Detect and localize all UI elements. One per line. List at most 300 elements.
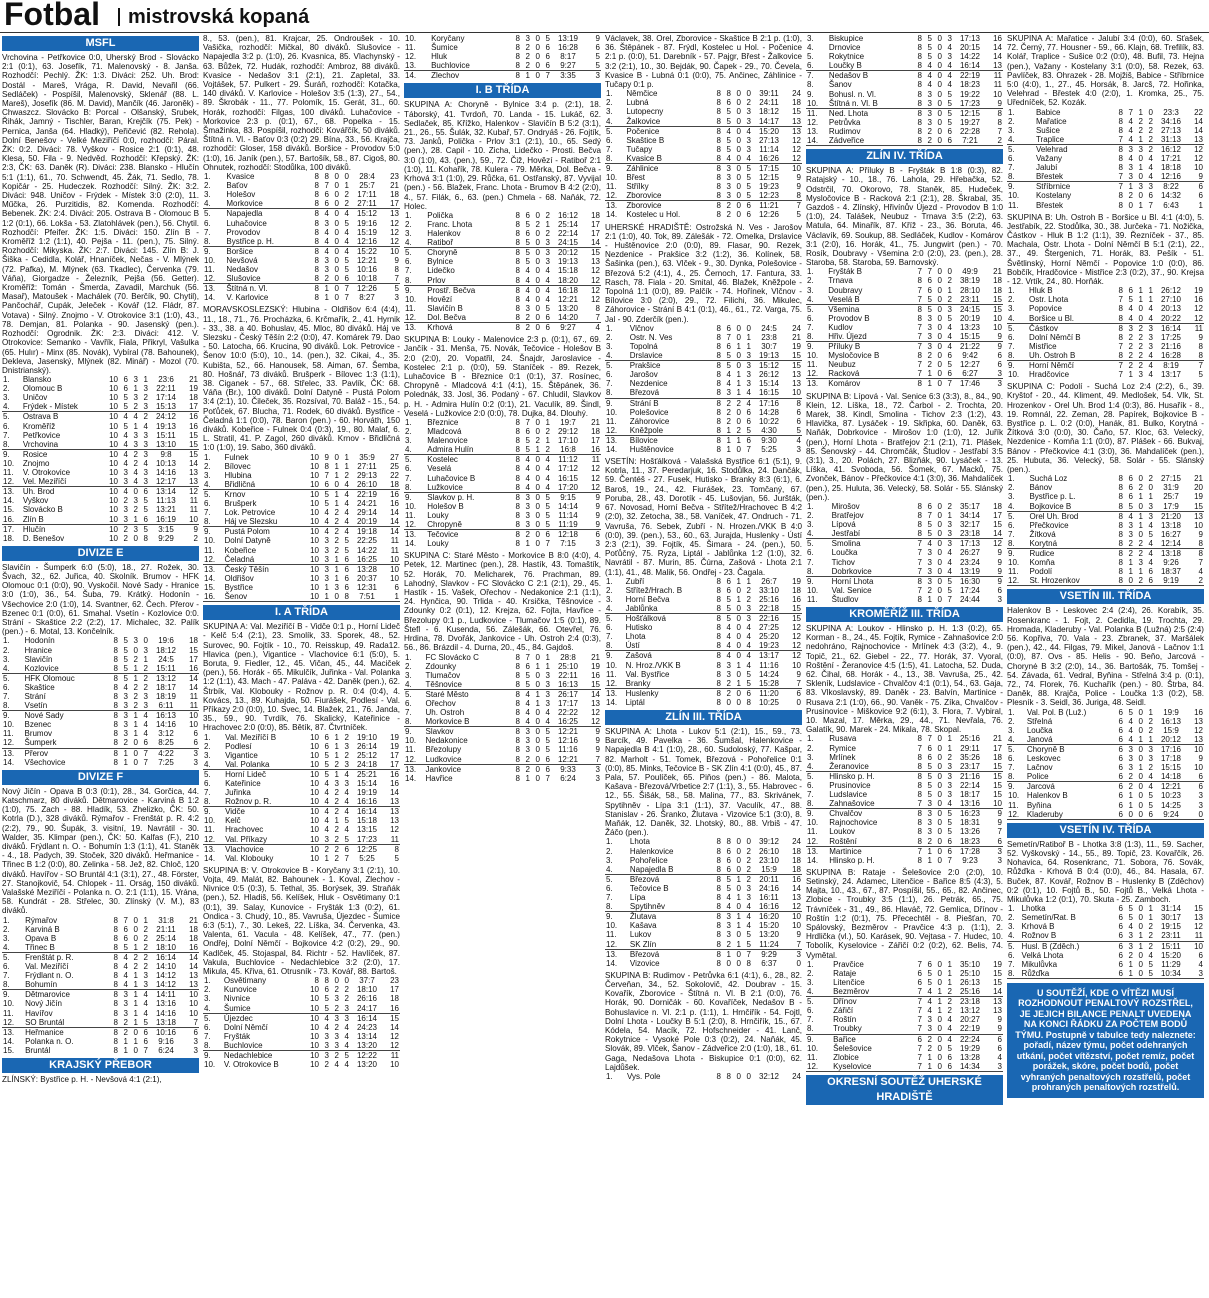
table-cell: 4. — [807, 43, 814, 53]
table-cell: 10 — [310, 536, 319, 546]
table-cell: 4 — [344, 508, 349, 518]
section — [2, 1058, 199, 1084]
table-cell: 3 — [340, 1004, 350, 1014]
table-cell: 4 — [746, 623, 751, 633]
table-cell: 2 — [1138, 116, 1143, 126]
table-cell: 6 — [943, 369, 953, 379]
table-cell: 4 — [525, 285, 530, 295]
table-cell: Březnice — [427, 417, 459, 427]
table-cell: 16 — [183, 943, 199, 953]
table-cell: 16:11 — [759, 893, 779, 903]
table-cell: 6 — [1118, 800, 1123, 810]
table-cell: 10 — [109, 421, 118, 431]
table-cell: 20:19 — [350, 517, 384, 527]
table-cell: 12. — [404, 755, 425, 765]
table-cell: 4 — [927, 539, 932, 549]
table-cell: 6 — [143, 1027, 148, 1037]
table-cell: 0 — [732, 117, 742, 127]
standings-table — [203, 733, 400, 863]
table-cell: 4. — [2, 943, 24, 953]
table-cell: 3 — [746, 370, 751, 380]
table-cell: 9:24 — [1154, 810, 1188, 820]
table-cell: 4 — [742, 641, 752, 651]
table-cell: 3 — [746, 144, 751, 154]
table-cell: 5 — [746, 930, 751, 940]
table-cell: 10 — [109, 505, 118, 515]
table-cell: 20:19 — [959, 313, 981, 323]
table-cell: 2 — [133, 505, 138, 515]
table-cell: Zborovice — [626, 201, 662, 211]
table-cell: 19:18 — [356, 527, 378, 537]
table-cell: 5 — [521, 238, 531, 248]
match-report: Semetín/Ratiboř B - Lhotka 3:8 (1:3), 11., 59. Sacher, 52. Vyškovský - 14., 55., 89. Topič, 23. Kovařčík, 26. Nohavica, 64. Rosenkranc, 71. Sobora, 76. Sovák, Růžďka - Krhová B 0:4 (0:0), 46., 84. Hasala, 67. Buček, 87. Kovář, Rožnov B - Huslenky B (Zděchov) 0:2 (0:1), 10. Fojtů B., 50. Fojtů B., Velká Lhota - Mikulůvka 1:2 (0:1), 70. Skuta - 25. Zamboch. — [1007, 839, 1204, 904]
table-cell: 14 — [792, 883, 801, 893]
table-cell: Polešovice — [629, 407, 669, 417]
table-cell: Jarošov — [629, 370, 658, 380]
table-cell: 3 — [927, 313, 932, 323]
table-cell: Havířov — [25, 1008, 53, 1018]
table-row — [1007, 567, 1204, 576]
table-cell: 2 — [525, 764, 530, 774]
table-cell: 8 — [109, 738, 119, 748]
table-cell: 8 — [1114, 314, 1124, 324]
table-cell: 10 — [1194, 744, 1203, 754]
table-row — [2, 496, 199, 505]
table-cell: 23:10 — [758, 855, 780, 865]
table-cell: 4 — [541, 276, 551, 286]
table-cell: 0 — [1138, 304, 1143, 314]
table-cell: 13:18 — [149, 1018, 183, 1028]
table-cell: 1 — [334, 470, 339, 480]
table-cell: 8. — [404, 483, 426, 493]
table-cell: 0 — [937, 379, 942, 389]
table-cell: Ústí — [625, 641, 712, 651]
table-cell: Rymice — [829, 743, 856, 753]
table-cell: 3 — [746, 379, 751, 389]
table-cell: Dřínov — [833, 997, 857, 1007]
table-cell: 10 — [310, 732, 319, 742]
table-cell: 34:14 — [959, 511, 981, 521]
table-cell: 0 — [732, 641, 742, 651]
table-cell: 4. — [2, 664, 23, 674]
table-cell: 15:18 — [557, 266, 579, 276]
table-cell: 25:16 — [959, 734, 981, 744]
table-cell: 8 — [515, 745, 520, 755]
table-cell: 8. — [404, 276, 426, 286]
table-cell: Kudlov — [828, 322, 853, 332]
table-cell: 8 — [712, 351, 722, 361]
table-cell: 0 — [933, 61, 943, 71]
table-cell: 10:23 — [1160, 791, 1182, 801]
table-cell: Kvasice B — [625, 154, 712, 164]
table-cell: 20:27 — [959, 1015, 981, 1025]
table-cell: 9 — [394, 255, 399, 265]
table-cell: 0 — [1138, 529, 1143, 539]
table-row — [203, 284, 400, 294]
table-row — [1007, 904, 1204, 913]
table-cell: 1 — [1128, 182, 1133, 192]
table-cell: 11 — [1188, 931, 1204, 941]
table-cell: 4 — [947, 71, 952, 81]
table-cell: 21 — [993, 267, 1002, 277]
table-row — [605, 417, 802, 426]
table-cell: Val. Meziříčí B — [225, 732, 277, 742]
table-row — [203, 1051, 400, 1061]
table-cell: 0 — [133, 1027, 138, 1037]
table-cell: 3 — [525, 745, 530, 755]
table-cell: 10. — [606, 407, 618, 417]
table-cell: 10 — [792, 163, 801, 173]
table-cell: 8 — [1188, 351, 1204, 361]
table-cell: 1 — [736, 576, 741, 586]
table-cell: 7 — [927, 511, 932, 521]
table-cell: 13:20 — [557, 303, 579, 313]
table-row — [806, 558, 1003, 567]
table-cell: 8 — [917, 80, 922, 90]
table-row — [404, 708, 601, 717]
table-cell: 4 — [1124, 314, 1134, 324]
table-cell: 1. — [1008, 107, 1015, 117]
table-cell: 1 — [384, 592, 400, 602]
table-cell: 15 — [390, 1013, 399, 1023]
table-cell: 14 — [189, 952, 198, 962]
table-cell: 18. — [3, 533, 15, 543]
table-row — [203, 246, 400, 256]
table-cell: 4 — [943, 332, 953, 342]
table-cell: 8 — [712, 191, 722, 201]
match-report: 8., 53. (pen.), 81. Krajcar, 25. Ondroušek - 10. Vašička, rozhodčí: Mičkal, 80 diváků. Slušovice - Napajedla 3:2 p. (1:0), 26. Kvasnica, 85. Vlachynský - 63. Bůžek, 72. Hudák, rozhodčí: Ambroz, 88 diváků. Kvasice - Nedašov 3:1 (2:1), 21. Zapletal, 33. Vojtášek, 57. Pulkert - 29. Šuráň, rozhodčí: Kotačka, 140 diváků. V. Karlovice - Holešov 3:5 (1:3), 27., 54., 89. Škrobák - 11., 77. Polomík, 15. Gerát, 31., 60. Horák, rozhodčí: Filgas, 100 diváků. Luhačovice - Morkovice 2:3 p. (0:1), 67., 68. Popelka - 15. Šmažinka, 83. Pospíšil, rozhodčí: Kovářčík, 50 diváků. Štítná n. Vl. - Baťov 0:3 (0:2) 29. Bína, 33., 56. Krajča, rozhodčí: Gloser, 158 diváků. Boršice - Provodov 5:0 (1:0), 16. Janík (pen.), 57. Bartošík, 58., 87. Cigoš, 80. Ohnutek, rozhodčí: Stodůlka, 100 diváků. — [203, 34, 400, 172]
table-cell: Ostr. Lhota — [1029, 295, 1069, 305]
table-cell: 2 — [947, 276, 952, 286]
table-row — [404, 257, 601, 266]
table-cell: 6. — [3, 682, 10, 692]
table-cell: 8 — [113, 691, 118, 701]
table-cell: Napajedla B — [629, 865, 712, 875]
table-row — [806, 351, 1003, 360]
table-cell: 5 — [927, 304, 932, 314]
table-cell: 12. — [1007, 810, 1026, 820]
table-cell: Choryně B — [1026, 744, 1065, 754]
table-cell: 2 — [334, 527, 339, 537]
table-cell: 8 — [515, 427, 520, 437]
table-cell: 26:10 — [350, 480, 384, 490]
standings-table — [2, 636, 199, 766]
table-cell: 18:12 — [758, 107, 780, 117]
table-cell: 22:28 — [959, 126, 981, 136]
table-cell: 8 — [515, 492, 520, 502]
table-cell: 3 — [324, 1051, 329, 1061]
table-cell: 6 — [746, 201, 751, 211]
table-cell: 4 — [722, 641, 732, 651]
table-cell: 17:9 — [1154, 502, 1188, 512]
table-cell: 14 — [390, 788, 399, 798]
table-cell: 6 — [987, 837, 1003, 847]
table-cell: 8 — [595, 303, 600, 313]
table-cell: 10 — [109, 384, 118, 394]
table-cell: St. Hrozenkov — [1028, 576, 1114, 586]
table-cell: 6 — [947, 126, 952, 136]
table-cell: 0 — [933, 99, 943, 109]
table-cell: 0 — [933, 332, 943, 342]
table-cell: 4 — [927, 997, 932, 1007]
table-row — [806, 734, 1003, 743]
table-cell: 8 — [712, 902, 722, 912]
table-cell: 22 — [390, 470, 399, 480]
table-cell: 3. — [405, 229, 412, 239]
table-cell: 32:12 — [758, 1072, 780, 1082]
table-cell: 12:15 — [959, 108, 981, 118]
section-heading: OKRESNÍ SOUTĚŽ UHERSKÉ HRADIŠTĚ — [806, 1075, 1003, 1105]
table-cell: 8. — [2, 440, 22, 450]
section — [1007, 823, 1204, 979]
table-cell: 14. — [3, 496, 15, 506]
table-cell: 12:18 — [557, 530, 579, 540]
table-cell: Bařice — [833, 1034, 856, 1044]
table-cell: Lhota — [629, 837, 650, 847]
match-report: SKUPINA A: Choryně - Bylnice 3:4 p. (2:1), 18. Táborský, 41. Tvrdoň, 70. Landa - 15. Lukáč, 62. Sedlaček, 85. Křížko, Halenkov - Slavičín B 5:2 (3:1), 21., 26., 55. Šulák, 32. Kubař, 57. Ondryáš - 26. Fojtík, 73. Janků, Polička - Prlov 3:1 (2:1), 10., 65. Sedý (pen.), 28. Capil - 10. Zicha, Lidečko - Prosti. Bečva 3:0 (1:0), 43. (pen.), 59., 72. Čiž, Hovězí - Ratiboř 2:1 (1:0), 11. Kohařík, 78. Kulera - 79. Měrka, Dol. Bečva - Krhová 3:1 (1:0), 29. Růčka, 61. Ostřanský, 87. Vyvijal (pen.) - 56. Blažek, Franc. Lhota - Brumov B 4:2 (2:0), 4., 57. Filák, 6., 63. (pen.) Chmela - 68. Naňák, 72. Holec. — [404, 100, 601, 211]
table-cell: 16 — [189, 421, 198, 431]
table-cell: 12 — [591, 294, 600, 304]
table-cell: 4 — [123, 412, 128, 422]
table-cell: 8 — [917, 502, 922, 512]
table-cell: 8 — [917, 126, 922, 136]
table-cell: Jarcová — [1026, 782, 1055, 792]
table-cell: 3 — [525, 727, 530, 737]
penalty-note: U SOUTĚŽÍ, KDE O VÍTĚZI MUSÍ ROZHODNOUT PENALTOVÝ ROZSTŘEL, JE JEJICH BILANCE PENALT UVEDENA NA KONCI ŘÁDKU ZA POČTEM BODŮ TÝMU. Postupně v tabulce tedy naleznete: pořadí, název týmu, počet odehraných utkání, počet vítězství, počet remíz, počet porážek, skóre, počet bodů, počet vyhraných penaltových rozstřelů, počet prohraných penaltových rozstřelů. — [1007, 983, 1204, 1098]
table-cell: 9. — [807, 1034, 814, 1044]
table-row — [806, 379, 1003, 389]
table-cell: 0 — [937, 978, 942, 988]
table-cell: 19:10 — [356, 732, 378, 742]
table-cell: 9. — [606, 912, 613, 922]
table-cell: 4. — [605, 117, 625, 127]
table-cell: 2 — [1128, 341, 1133, 351]
table-cell: 2 — [521, 313, 531, 323]
table-cell: 7 — [183, 1018, 199, 1028]
table-cell: 5 — [746, 182, 751, 192]
table-cell: 25:7 — [1163, 492, 1179, 502]
table-row — [1007, 717, 1204, 726]
table-cell: 8 — [515, 43, 520, 53]
table-cell: 16 — [390, 769, 399, 779]
table-cell: 13:26 — [959, 827, 981, 837]
table-cell: 31:14 — [1160, 904, 1182, 914]
table-cell: 8 — [314, 218, 319, 228]
table-cell: 11 — [384, 835, 400, 845]
table-cell: 0 — [535, 670, 540, 680]
table-cell: 0 — [334, 227, 339, 237]
table-cell: 13 — [1194, 913, 1203, 923]
table-cell: 4 — [746, 921, 751, 931]
table-cell: 12 — [591, 266, 600, 276]
table-cell: 3 — [139, 440, 149, 450]
table-cell: 0 — [746, 323, 751, 333]
table-cell: 3. — [807, 34, 814, 43]
table-cell: 8 — [917, 818, 922, 828]
table-cell: 6 — [1118, 744, 1123, 754]
match-report: SKUPINA C: Staré Město - Morkovice B 8:0 (4:0), 4. Petek, 12. Martinec (pen.), 28. Hastík, 43. Tomaštík, 52. Horák, 70. Melicharek, 76. Prachman, 89. Lahodný, Slavkov - FC Slovácko C 2:1 (2:1), 29., 45. Hastík - 15. Vašek, Ořechov - Nedakonice 2:1 (1:1), 24. Hynčica, 90. Trlida - 40. Krsička, Těšnovice - Zdounky 0:2 (0:1), 12. Krejza, 62. Fojta, Havřice - Březolupy 0:1 p., Ludkovice - Tlumačov 1:5 (0:1), 89. Štefl - 6. Kusenda, 56. Zálešák, 66. Otevřel, 76. Hrdina, 78. Dvořák, Jankovice - Uh. Ostroh 2:4 (0:3), 56., 86. Brázdil - 4. Durna, 20., 45., 84. Gajdoš. — [404, 551, 601, 653]
table-cell: 14 — [189, 458, 198, 468]
table-cell: Český Těšín — [224, 564, 269, 574]
table-cell: 3 — [541, 238, 551, 248]
table-row — [806, 1053, 1003, 1062]
table-cell: 10 — [993, 322, 1002, 332]
table-cell: 4 — [324, 816, 329, 826]
table-row — [404, 455, 601, 465]
table-cell: 8 — [712, 679, 722, 689]
table-cell: 6 — [123, 933, 128, 943]
table-cell: Traplice — [1035, 135, 1114, 145]
table-cell: 1 — [525, 539, 530, 549]
table-cell: 22:19 — [356, 489, 378, 499]
column-5 — [806, 34, 1003, 1296]
table-cell: 3 — [726, 930, 731, 940]
table-cell: 14 — [189, 682, 198, 692]
table-cell: 14:22 — [356, 545, 378, 555]
table-cell: 12 — [792, 623, 801, 633]
match-report: ZLÍNSKÝ: Bystřice p. H. - Nevšová 4:1 (2:1), — [2, 1074, 162, 1084]
table-cell: 0 — [1134, 172, 1144, 182]
table-cell: 7 — [917, 585, 922, 595]
table-cell: 5. — [1008, 323, 1015, 333]
table-row — [404, 483, 601, 493]
table-cell: 13 — [786, 117, 802, 127]
table-cell: Ostrava B — [22, 412, 59, 422]
table-cell: Šumice — [223, 1004, 309, 1014]
table-cell: 5 — [742, 191, 752, 201]
table-cell: 12. — [806, 837, 828, 847]
table-row — [1007, 511, 1204, 521]
table-cell: 1 — [334, 732, 339, 742]
table-cell: Přečkovice — [1029, 520, 1069, 530]
table-cell: 2 — [344, 470, 349, 480]
table-cell: 26:16 — [356, 994, 378, 1004]
table-cell: 2 — [330, 760, 340, 770]
table-row — [203, 985, 400, 994]
table-cell: Petřkovice — [22, 430, 61, 440]
table-cell: 5 — [796, 210, 801, 220]
table-cell: 5. — [606, 361, 613, 371]
table-row — [806, 1044, 1003, 1053]
table-cell: 10 — [310, 1031, 319, 1041]
table-row — [806, 969, 1003, 978]
table-cell: 1 — [927, 855, 932, 865]
table-row — [605, 379, 802, 388]
table-cell: 8. — [2, 701, 23, 711]
table-cell: 2 — [927, 585, 932, 595]
table-cell: Luhačovice — [226, 218, 267, 228]
table-cell: 12. — [1007, 576, 1028, 586]
table-cell: Mařatice — [1035, 116, 1067, 126]
table-row — [404, 52, 601, 61]
table-cell: 5. — [3, 412, 10, 422]
table-cell: 5. — [204, 489, 211, 499]
table-cell: 10 — [310, 470, 319, 480]
table-cell: 8. — [605, 154, 625, 164]
table-cell: 5. — [606, 874, 613, 884]
standings-table — [806, 34, 1003, 146]
table-cell: 8 — [917, 89, 922, 99]
table-cell: 3 — [133, 636, 138, 646]
table-cell: 5 — [143, 524, 148, 534]
table-cell: 12. — [405, 52, 417, 62]
table-cell: 8 — [515, 501, 520, 511]
table-cell: Uh. Ostroh B — [1028, 351, 1114, 361]
table-cell: 32:17 — [959, 520, 981, 530]
table-cell: 0 — [334, 181, 339, 191]
table-cell: 3:12 — [158, 729, 174, 739]
table-cell: 18:18 — [1160, 163, 1182, 173]
table-cell: 8 — [716, 435, 721, 445]
table-cell: 0 — [736, 201, 741, 211]
table-cell: 6 — [320, 199, 330, 209]
table-cell: 11 — [591, 455, 600, 465]
table-cell: 17 — [993, 743, 1002, 753]
table-cell: Boršice — [226, 246, 254, 256]
table-cell: 3 — [133, 524, 138, 534]
table-cell: Hlinsko p. H. — [829, 771, 875, 781]
table-cell: 12 — [390, 218, 399, 228]
table-cell: Ned. Lhota — [828, 108, 869, 118]
table-cell: 1 — [1148, 913, 1153, 923]
table-cell: 3 — [143, 691, 148, 701]
table-cell: 12 — [390, 1031, 399, 1041]
table-cell: SK Zlín — [629, 940, 712, 950]
table-cell: 17:23 — [350, 835, 384, 845]
table-cell: 10 — [310, 564, 319, 574]
table-cell: 9. — [204, 1051, 211, 1061]
table-row — [1007, 163, 1204, 172]
table-cell: 9 — [324, 452, 329, 462]
table-cell: 5 — [324, 489, 329, 499]
table-cell: 3 — [595, 764, 600, 774]
table-cell: 3 — [123, 691, 128, 701]
table-cell: 0 — [937, 342, 942, 352]
table-cell: 5 — [1128, 707, 1133, 717]
table-cell: 3 — [1128, 754, 1133, 764]
table-cell: 1 — [736, 435, 741, 445]
table-cell: 3 — [320, 1041, 330, 1051]
table-cell: 18:20 — [551, 276, 585, 286]
table-cell: 7 — [913, 1024, 923, 1034]
table-cell: Horní Lhota — [831, 576, 874, 586]
table-cell: 24 — [792, 323, 801, 333]
table-row — [605, 623, 802, 632]
table-cell: 25:21 — [356, 769, 378, 779]
table-cell: 12. — [605, 940, 629, 950]
table-cell: 15. — [3, 1045, 15, 1055]
table-cell: 17:10 — [557, 436, 579, 446]
table-cell: 3. — [405, 670, 412, 680]
table-cell: 19:23 — [758, 182, 780, 192]
table-cell: 4 — [742, 388, 752, 398]
table-cell: 26:12 — [1160, 286, 1182, 296]
column-1 — [2, 34, 199, 1296]
table-cell: 6. — [204, 1022, 211, 1032]
table-cell: 9. — [1008, 782, 1015, 792]
table-cell: 11. — [807, 108, 818, 118]
table-cell: 1 — [123, 757, 128, 767]
table-cell: 10 — [310, 853, 319, 863]
table-cell: 8 — [913, 136, 923, 146]
table-cell: 9. — [405, 727, 412, 737]
table-row — [605, 163, 802, 173]
table-cell: 3 — [997, 846, 1002, 856]
table-cell: 3 — [320, 835, 330, 845]
table-row — [605, 173, 802, 182]
table-cell: 4 — [1128, 725, 1133, 735]
table-cell: 3. — [405, 436, 412, 446]
